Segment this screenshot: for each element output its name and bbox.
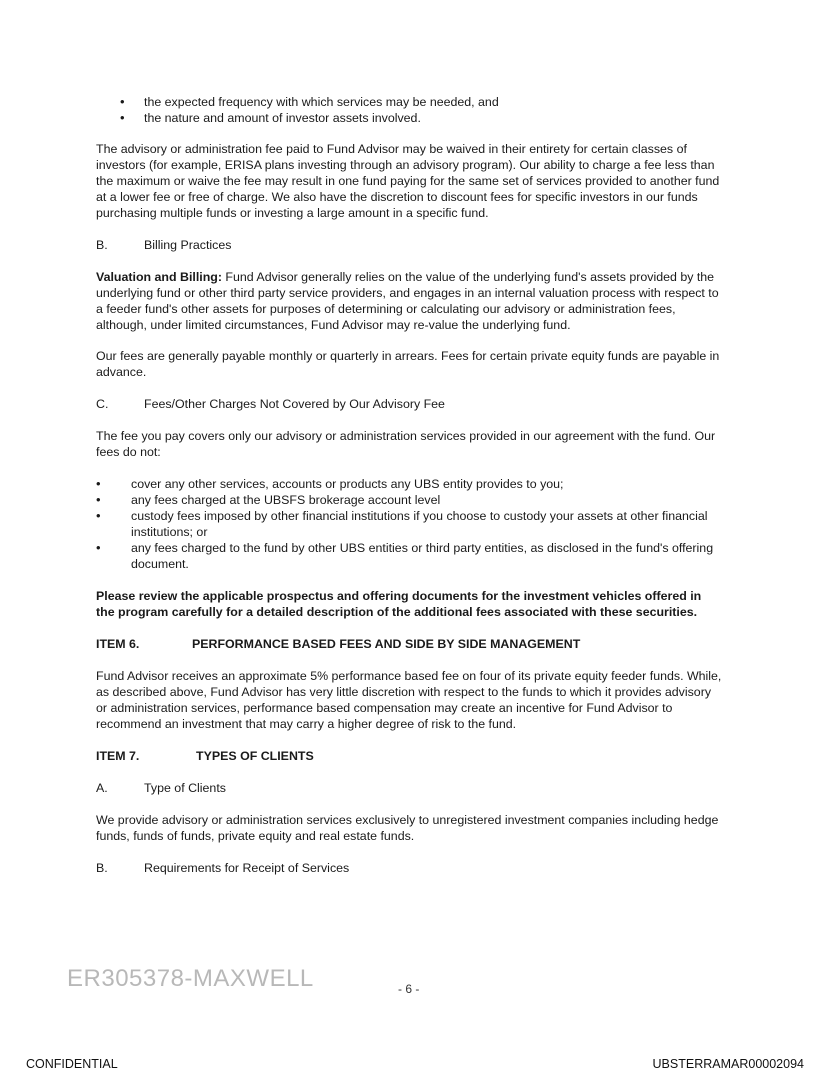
list-item: • the nature and amount of investor assets involved.: [96, 110, 722, 126]
confidential-label: CONFIDENTIAL: [26, 1057, 118, 1071]
bold-review-notice: Please review the applicable prospectus and offering documents for the investment vehicles offered in the program carefully for a detailed description of the additional fees associated with these securities.: [96, 589, 702, 619]
section-title: Type of Clients: [144, 781, 226, 795]
list-item: • any fees charged at the UBSFS brokerage account level: [96, 492, 722, 508]
paragraph-performance-fee: Fund Advisor receives an approximate 5% performance based fee on four of its private equity feeder funds. While, as described above, Fund Advisor has very little discretion with respect to the funds to which it provides advisory or administration services, performance based compensation may create an incentive for Fund Advisor to recommend an investment that may carry a higher degree of risk to the fund.: [96, 669, 722, 731]
list-item: • any fees charged to the fund by other UBS entities or third party entities, as disclosed in the fund's offering document.: [96, 540, 722, 572]
valuation-text: Fund Advisor generally relies on the value of the underlying fund's assets provided by the underlying fund or other third party service providers, and engages in an internal valuation process with respect to a feeder fund's other assets for purposes of determining or calculating our advisory or administration fees, although, under limited circumstances, Fund Advisor may re-value the underlying fund.: [96, 270, 719, 332]
section-letter: C.: [96, 397, 109, 411]
list-item: • custody fees imposed by other financial institutions if you choose to custody your assets at other financial institutions; or: [96, 508, 722, 540]
section-title: Requirements for Receipt of Services: [144, 861, 350, 875]
list-item: • cover any other services, accounts or products any UBS entity provides to you;: [96, 476, 722, 492]
item-number: ITEM 6.: [96, 637, 140, 651]
section-heading-7b: [96, 860, 722, 876]
document-body: [96, 94, 722, 876]
paragraph-clients: We provide advisory or administration services exclusively to unregistered investment companies including hedge funds, funds of funds, private equity and real estate funds.: [96, 813, 719, 843]
bates-number: UBSTERRAMAR00002094: [652, 1057, 804, 1071]
not-covered-list: [96, 476, 722, 572]
item-number: ITEM 7.: [96, 749, 140, 763]
section-letter: B.: [96, 861, 108, 875]
paragraph-fee-waiver: The advisory or administration fee paid to Fund Advisor may be waived in their entirety for certain classes of investors (for example, ERISA plans investing through an advisory program). Our ability to charge a fee less than the maximum or waive the fee may result in one fund paying for the same set of services provided to another fund at a lower fee or free of charge. We also have the discretion to discount fees for specific investors in our funds purchasing multiple funds or investing a large amount in a specific fund.: [96, 142, 720, 220]
top-bullet-list: [96, 94, 722, 126]
section-heading-c: [96, 396, 722, 412]
item7-heading: [96, 748, 722, 764]
paragraph-payable: Our fees are generally payable monthly or quarterly in arrears. Fees for certain private equity funds are payable in advance.: [96, 349, 720, 379]
item-title: PERFORMANCE BASED FEES AND SIDE BY SIDE MANAGEMENT: [192, 637, 581, 651]
section-letter: A.: [96, 781, 108, 795]
section-letter: B.: [96, 238, 108, 252]
section-heading-7a: [96, 780, 722, 796]
section-title: Billing Practices: [144, 238, 232, 252]
page-number: - 6 -: [398, 982, 420, 996]
paragraph-valuation: [96, 269, 722, 333]
section-title: Fees/Other Charges Not Covered by Our Advisory Fee: [144, 397, 445, 411]
section-heading-b: [96, 237, 722, 253]
exhibit-stamp: ER305378-MAXWELL: [67, 965, 314, 992]
item6-heading: [96, 636, 722, 652]
list-item: • the expected frequency with which services may be needed, and: [96, 94, 722, 110]
item-title: TYPES OF CLIENTS: [196, 749, 314, 763]
paragraph-fee-covers: The fee you pay covers only our advisory or administration services provided in our agreement with the fund. Our fees do not:: [96, 429, 716, 459]
valuation-label: Valuation and Billing:: [96, 270, 222, 284]
